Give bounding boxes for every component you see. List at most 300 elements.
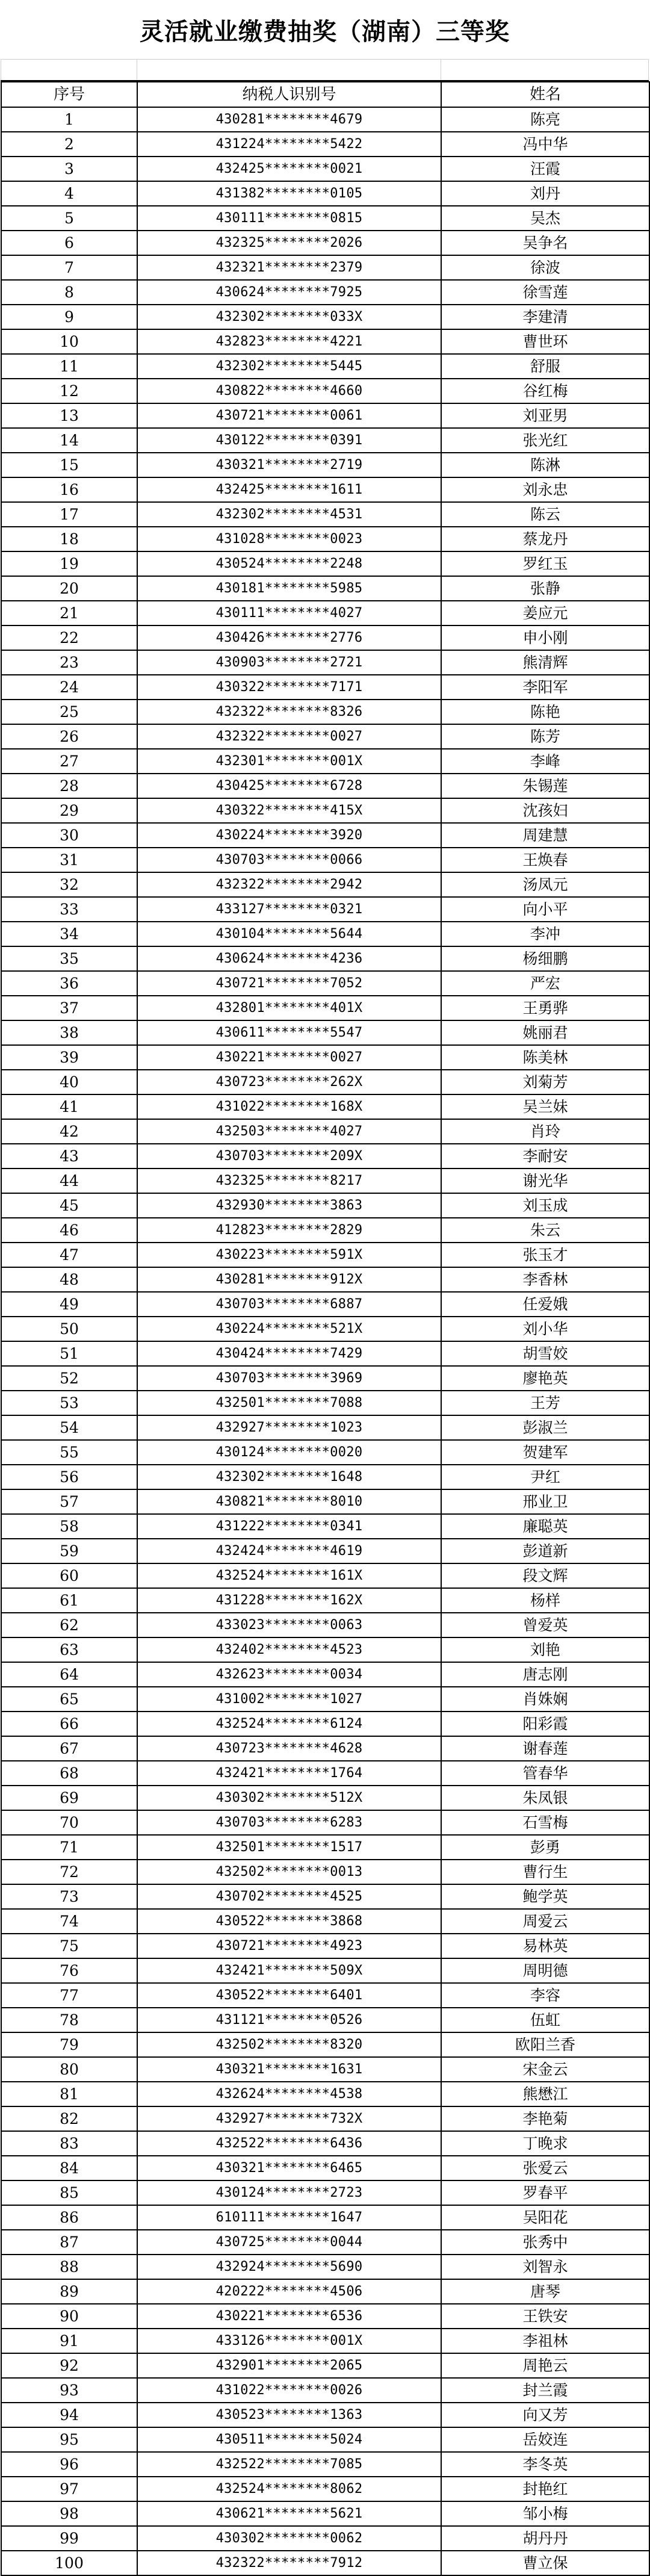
cell-name: 谷红梅 (441, 379, 649, 403)
cell-name: 张秀中 (441, 2230, 649, 2255)
cell-name: 肖玲 (441, 1119, 649, 1144)
cell-name: 刘智永 (441, 2255, 649, 2279)
table-row (1, 2477, 649, 2501)
table-row (1, 132, 649, 157)
cell-name: 张静 (441, 576, 649, 601)
cell-taxpayer-id: 430721********0061 (137, 403, 441, 428)
cell-name: 陈芳 (441, 724, 649, 749)
cell-name: 李峰 (441, 749, 649, 774)
cell-taxpayer-id: 430426********2776 (137, 625, 441, 650)
cell-taxpayer-id: 432421********1764 (137, 1761, 441, 1786)
cell-serial-number: 36 (1, 971, 137, 996)
table-row (1, 1860, 649, 1884)
cell-taxpayer-id: 430322********415X (137, 798, 441, 823)
table-row (1, 255, 649, 280)
cell-name: 李耐安 (441, 1144, 649, 1169)
cell-serial-number: 87 (1, 2230, 137, 2255)
cell-taxpayer-id: 432302********5445 (137, 354, 441, 379)
cell-taxpayer-id: 430104********5644 (137, 922, 441, 946)
table-row (1, 1539, 649, 1563)
table-row (1, 1292, 649, 1317)
table-row (1, 206, 649, 231)
cell-serial-number: 67 (1, 1736, 137, 1761)
cell-name: 刘丹 (441, 181, 649, 206)
cell-serial-number: 21 (1, 601, 137, 625)
cell-name: 王焕春 (441, 848, 649, 872)
cell-serial-number: 68 (1, 1761, 137, 1786)
cell-name: 阳彩霞 (441, 1712, 649, 1736)
table-row (1, 551, 649, 576)
cell-name: 王芳 (441, 1391, 649, 1415)
cell-name: 胡雪姣 (441, 1341, 649, 1366)
cell-name: 陈美林 (441, 1045, 649, 1070)
cell-taxpayer-id: 430522********3868 (137, 1909, 441, 1934)
cell-serial-number: 54 (1, 1415, 137, 1440)
cell-serial-number: 77 (1, 1983, 137, 2008)
cell-serial-number: 13 (1, 403, 137, 428)
cell-name: 宋金云 (441, 2057, 649, 2082)
cell-taxpayer-id: 432501********7088 (137, 1391, 441, 1415)
table-row (1, 2230, 649, 2255)
cell-serial-number: 19 (1, 551, 137, 576)
cell-name: 申小刚 (441, 625, 649, 650)
cell-name: 李艳菊 (441, 2106, 649, 2131)
cell-taxpayer-id: 432823********4221 (137, 329, 441, 354)
cell-serial-number: 35 (1, 946, 137, 971)
table-row (1, 329, 649, 354)
cell-name: 鲍学英 (441, 1884, 649, 1909)
cell-name: 尹红 (441, 1465, 649, 1489)
table-row (1, 1514, 649, 1539)
table-row (1, 2403, 649, 2427)
cell-name: 李香林 (441, 1267, 649, 1292)
cell-serial-number: 98 (1, 2501, 137, 2526)
cell-taxpayer-id: 430124********2723 (137, 2180, 441, 2205)
blank-row (1, 60, 649, 81)
cell-serial-number: 52 (1, 1366, 137, 1391)
cell-name: 沈孩妇 (441, 798, 649, 823)
cell-serial-number: 38 (1, 1020, 137, 1045)
table-row (1, 700, 649, 724)
cell-taxpayer-id: 432302********033X (137, 305, 441, 329)
cell-name: 李祖林 (441, 2329, 649, 2353)
cell-taxpayer-id: 430223********591X (137, 1243, 441, 1267)
table-body (1, 107, 649, 2575)
cell-taxpayer-id: 430524********2248 (137, 551, 441, 576)
cell-taxpayer-id: 430723********262X (137, 1070, 441, 1094)
cell-serial-number: 79 (1, 2032, 137, 2057)
table-row (1, 428, 649, 453)
cell-name: 徐波 (441, 255, 649, 280)
cell-taxpayer-id: 431028********0023 (137, 527, 441, 551)
cell-name: 任爱娥 (441, 1292, 649, 1317)
cell-taxpayer-id: 432624********4538 (137, 2082, 441, 2106)
cell-serial-number: 93 (1, 2378, 137, 2403)
table-header-row (1, 82, 649, 107)
table-row (1, 2526, 649, 2551)
cell-taxpayer-id: 432927********732X (137, 2106, 441, 2131)
table-row (1, 922, 649, 946)
cell-serial-number: 59 (1, 1539, 137, 1563)
cell-name: 汤凤元 (441, 872, 649, 897)
cell-name: 朱凤银 (441, 1786, 649, 1810)
cell-name: 李建清 (441, 305, 649, 329)
cell-serial-number: 72 (1, 1860, 137, 1884)
cell-taxpayer-id: 430703********0066 (137, 848, 441, 872)
header-serial-number: 序号 (1, 82, 137, 107)
cell-name: 汪霞 (441, 157, 649, 181)
cell-name: 周爱云 (441, 1909, 649, 1934)
table-row (1, 650, 649, 675)
table-row (1, 1366, 649, 1391)
cell-taxpayer-id: 432501********1517 (137, 1835, 441, 1860)
cell-serial-number: 86 (1, 2205, 137, 2230)
blank-cell (1, 60, 137, 80)
cell-name: 王勇骅 (441, 996, 649, 1020)
cell-taxpayer-id: 430181********5985 (137, 576, 441, 601)
cell-taxpayer-id: 610111********1647 (137, 2205, 441, 2230)
table-row (1, 1094, 649, 1119)
cell-taxpayer-id: 430124********0020 (137, 1440, 441, 1465)
cell-serial-number: 81 (1, 2082, 137, 2106)
cell-serial-number: 55 (1, 1440, 137, 1465)
cell-taxpayer-id: 432524********8062 (137, 2477, 441, 2501)
table-row (1, 971, 649, 996)
cell-serial-number: 66 (1, 1712, 137, 1736)
table-row (1, 1465, 649, 1489)
cell-serial-number: 9 (1, 305, 137, 329)
cell-serial-number: 42 (1, 1119, 137, 1144)
cell-serial-number: 46 (1, 1218, 137, 1243)
table-row (1, 379, 649, 403)
table-row (1, 2378, 649, 2403)
cell-serial-number: 20 (1, 576, 137, 601)
cell-name: 朱云 (441, 1218, 649, 1243)
table-row (1, 2008, 649, 2032)
cell-serial-number: 14 (1, 428, 137, 453)
table-row (1, 1144, 649, 1169)
cell-serial-number: 83 (1, 2131, 137, 2156)
cell-taxpayer-id: 430702********4525 (137, 1884, 441, 1909)
cell-taxpayer-id: 430903********2721 (137, 650, 441, 675)
cell-name: 张爱云 (441, 2156, 649, 2180)
cell-serial-number: 58 (1, 1514, 137, 1539)
cell-taxpayer-id: 432321********2379 (137, 255, 441, 280)
table-row (1, 2255, 649, 2279)
cell-serial-number: 25 (1, 700, 137, 724)
cell-name: 张玉才 (441, 1243, 649, 1267)
cell-name: 向小平 (441, 897, 649, 922)
cell-serial-number: 31 (1, 848, 137, 872)
table-row (1, 1489, 649, 1514)
cell-taxpayer-id: 430302********0062 (137, 2526, 441, 2551)
cell-taxpayer-id: 432322********0027 (137, 724, 441, 749)
table-row (1, 1020, 649, 1045)
cell-serial-number: 26 (1, 724, 137, 749)
cell-name: 封兰霞 (441, 2378, 649, 2403)
table-row (1, 996, 649, 1020)
cell-taxpayer-id: 430281********4679 (137, 107, 441, 132)
table-row (1, 2304, 649, 2329)
table-row (1, 798, 649, 823)
cell-taxpayer-id: 430721********4923 (137, 1934, 441, 1958)
table-row (1, 724, 649, 749)
cell-name: 罗春平 (441, 2180, 649, 2205)
table-row (1, 1786, 649, 1810)
cell-name: 彭勇 (441, 1835, 649, 1860)
table-row (1, 1687, 649, 1712)
cell-serial-number: 28 (1, 774, 137, 798)
table-row (1, 872, 649, 897)
cell-taxpayer-id: 430721********7052 (137, 971, 441, 996)
table-row (1, 1662, 649, 1687)
cell-name: 蔡龙丹 (441, 527, 649, 551)
cell-taxpayer-id: 431002********1027 (137, 1687, 441, 1712)
cell-serial-number: 40 (1, 1070, 137, 1094)
header-taxpayer-id: 纳税人识别号 (137, 82, 441, 107)
cell-serial-number: 2 (1, 132, 137, 157)
cell-name: 欧阳兰香 (441, 2032, 649, 2057)
cell-serial-number: 17 (1, 502, 137, 527)
cell-serial-number: 56 (1, 1465, 137, 1489)
cell-serial-number: 75 (1, 1934, 137, 1958)
table-row (1, 1761, 649, 1786)
table-row (1, 502, 649, 527)
cell-name: 冯中华 (441, 132, 649, 157)
cell-serial-number: 27 (1, 749, 137, 774)
cell-name: 刘小华 (441, 1317, 649, 1341)
table-row (1, 231, 649, 255)
cell-name: 熊清辉 (441, 650, 649, 675)
cell-serial-number: 32 (1, 872, 137, 897)
cell-serial-number: 89 (1, 2279, 137, 2304)
cell-serial-number: 73 (1, 1884, 137, 1909)
table-row (1, 1736, 649, 1761)
cell-serial-number: 39 (1, 1045, 137, 1070)
cell-name: 熊懋江 (441, 2082, 649, 2106)
table-row (1, 2180, 649, 2205)
cell-serial-number: 30 (1, 823, 137, 848)
cell-name: 姚丽君 (441, 1020, 649, 1045)
cell-name: 胡丹丹 (441, 2526, 649, 2551)
cell-name: 唐志刚 (441, 1662, 649, 1687)
table-row (1, 601, 649, 625)
table-row (1, 576, 649, 601)
table-row (1, 1070, 649, 1094)
cell-name: 杨细鹏 (441, 946, 649, 971)
cell-taxpayer-id: 433127********0321 (137, 897, 441, 922)
cell-taxpayer-id: 430522********6401 (137, 1983, 441, 2008)
cell-serial-number: 90 (1, 2304, 137, 2329)
cell-name: 岳姣连 (441, 2427, 649, 2452)
cell-name: 邢业卫 (441, 1489, 649, 1514)
table-row (1, 1983, 649, 2008)
cell-serial-number: 71 (1, 1835, 137, 1860)
cell-serial-number: 53 (1, 1391, 137, 1415)
cell-taxpayer-id: 432503********4027 (137, 1119, 441, 1144)
cell-name: 张光红 (441, 428, 649, 453)
cell-taxpayer-id: 432301********001X (137, 749, 441, 774)
cell-taxpayer-id: 432325********8217 (137, 1169, 441, 1193)
cell-taxpayer-id: 432424********4619 (137, 1539, 441, 1563)
table-row (1, 1169, 649, 1193)
cell-serial-number: 82 (1, 2106, 137, 2131)
cell-taxpayer-id: 430302********512X (137, 1786, 441, 1810)
cell-name: 陈亮 (441, 107, 649, 132)
table-row (1, 2156, 649, 2180)
table-row (1, 527, 649, 551)
cell-name: 周艳云 (441, 2353, 649, 2378)
cell-taxpayer-id: 432522********6436 (137, 2131, 441, 2156)
cell-name: 吴阳花 (441, 2205, 649, 2230)
cell-serial-number: 4 (1, 181, 137, 206)
table-row (1, 2353, 649, 2378)
table-row (1, 2551, 649, 2575)
table-row (1, 305, 649, 329)
table-row (1, 1712, 649, 1736)
table-row (1, 403, 649, 428)
cell-taxpayer-id: 430703********6887 (137, 1292, 441, 1317)
cell-serial-number: 5 (1, 206, 137, 231)
cell-taxpayer-id: 430122********0391 (137, 428, 441, 453)
cell-name: 谢春莲 (441, 1736, 649, 1761)
table-row (1, 2106, 649, 2131)
cell-name: 曾爱英 (441, 1613, 649, 1637)
table-row (1, 1317, 649, 1341)
cell-taxpayer-id: 430511********5024 (137, 2427, 441, 2452)
table-row (1, 848, 649, 872)
cell-taxpayer-id: 432302********4531 (137, 502, 441, 527)
cell-taxpayer-id: 431022********168X (137, 1094, 441, 1119)
cell-name: 王铁安 (441, 2304, 649, 2329)
cell-serial-number: 80 (1, 2057, 137, 2082)
cell-serial-number: 12 (1, 379, 137, 403)
cell-name: 邹小梅 (441, 2501, 649, 2526)
table-row (1, 2032, 649, 2057)
table-row (1, 1391, 649, 1415)
table-row (1, 1958, 649, 1983)
table-row (1, 157, 649, 181)
table-row (1, 946, 649, 971)
cell-serial-number: 84 (1, 2156, 137, 2180)
cell-serial-number: 61 (1, 1588, 137, 1613)
header-name: 姓名 (441, 82, 649, 107)
cell-serial-number: 7 (1, 255, 137, 280)
cell-serial-number: 62 (1, 1613, 137, 1637)
cell-name: 刘亚男 (441, 403, 649, 428)
table-row (1, 2082, 649, 2106)
cell-taxpayer-id: 431222********0341 (137, 1514, 441, 1539)
table-row (1, 675, 649, 700)
cell-name: 肖姝娴 (441, 1687, 649, 1712)
table-row (1, 280, 649, 305)
cell-taxpayer-id: 430321********6465 (137, 2156, 441, 2180)
cell-name: 伍虹 (441, 2008, 649, 2032)
cell-serial-number: 49 (1, 1292, 137, 1317)
table-row (1, 1415, 649, 1440)
table-row (1, 625, 649, 650)
cell-taxpayer-id: 431228********162X (137, 1588, 441, 1613)
cell-name: 吴争名 (441, 231, 649, 255)
table-row (1, 1193, 649, 1218)
cell-name: 曹行生 (441, 1860, 649, 1884)
cell-serial-number: 23 (1, 650, 137, 675)
cell-taxpayer-id: 430321********1631 (137, 2057, 441, 2082)
cell-taxpayer-id: 430221********0027 (137, 1045, 441, 1070)
cell-serial-number: 99 (1, 2526, 137, 2551)
cell-taxpayer-id: 431224********5422 (137, 132, 441, 157)
cell-serial-number: 91 (1, 2329, 137, 2353)
table-row (1, 823, 649, 848)
cell-taxpayer-id: 430703********3969 (137, 1366, 441, 1391)
table-row (1, 1563, 649, 1588)
cell-serial-number: 65 (1, 1687, 137, 1712)
cell-name: 丁晚求 (441, 2131, 649, 2156)
table-row (1, 1835, 649, 1860)
cell-taxpayer-id: 432801********401X (137, 996, 441, 1020)
cell-taxpayer-id: 430224********521X (137, 1317, 441, 1341)
table-row (1, 1243, 649, 1267)
cell-taxpayer-id: 420222********4506 (137, 2279, 441, 2304)
table-row (1, 2057, 649, 2082)
cell-taxpayer-id: 430424********7429 (137, 1341, 441, 1366)
cell-taxpayer-id: 432425********0021 (137, 157, 441, 181)
table-row (1, 453, 649, 477)
cell-name: 封艳红 (441, 2477, 649, 2501)
cell-name: 向又芳 (441, 2403, 649, 2427)
cell-serial-number: 44 (1, 1169, 137, 1193)
cell-name: 严宏 (441, 971, 649, 996)
cell-taxpayer-id: 430821********8010 (137, 1489, 441, 1514)
cell-name: 罗红玉 (441, 551, 649, 576)
cell-serial-number: 8 (1, 280, 137, 305)
table-row (1, 1045, 649, 1070)
cell-taxpayer-id: 432930********3863 (137, 1193, 441, 1218)
cell-serial-number: 74 (1, 1909, 137, 1934)
cell-name: 周明德 (441, 1958, 649, 1983)
cell-name: 刘菊芳 (441, 1070, 649, 1094)
table-row (1, 1613, 649, 1637)
table-row (1, 354, 649, 379)
cell-serial-number: 22 (1, 625, 137, 650)
table-row (1, 1218, 649, 1243)
cell-serial-number: 51 (1, 1341, 137, 1366)
cell-name: 杨样 (441, 1588, 649, 1613)
cell-serial-number: 85 (1, 2180, 137, 2205)
cell-taxpayer-id: 431022********0026 (137, 2378, 441, 2403)
table-row (1, 1588, 649, 1613)
cell-taxpayer-id: 432502********0013 (137, 1860, 441, 1884)
table-row (1, 2452, 649, 2477)
cell-serial-number: 50 (1, 1317, 137, 1341)
cell-taxpayer-id: 432502********8320 (137, 2032, 441, 2057)
cell-serial-number: 3 (1, 157, 137, 181)
cell-name: 刘永忠 (441, 477, 649, 502)
cell-name: 李冲 (441, 922, 649, 946)
cell-name: 刘艳 (441, 1637, 649, 1662)
cell-serial-number: 45 (1, 1193, 137, 1218)
cell-name: 谢光华 (441, 1169, 649, 1193)
cell-name: 唐琴 (441, 2279, 649, 2304)
blank-cell (441, 60, 649, 80)
cell-name: 贺建军 (441, 1440, 649, 1465)
cell-name: 徐雪莲 (441, 280, 649, 305)
table-row (1, 181, 649, 206)
table-row (1, 2427, 649, 2452)
cell-taxpayer-id: 430281********912X (137, 1267, 441, 1292)
cell-name: 管春华 (441, 1761, 649, 1786)
cell-taxpayer-id: 432524********161X (137, 1563, 441, 1588)
